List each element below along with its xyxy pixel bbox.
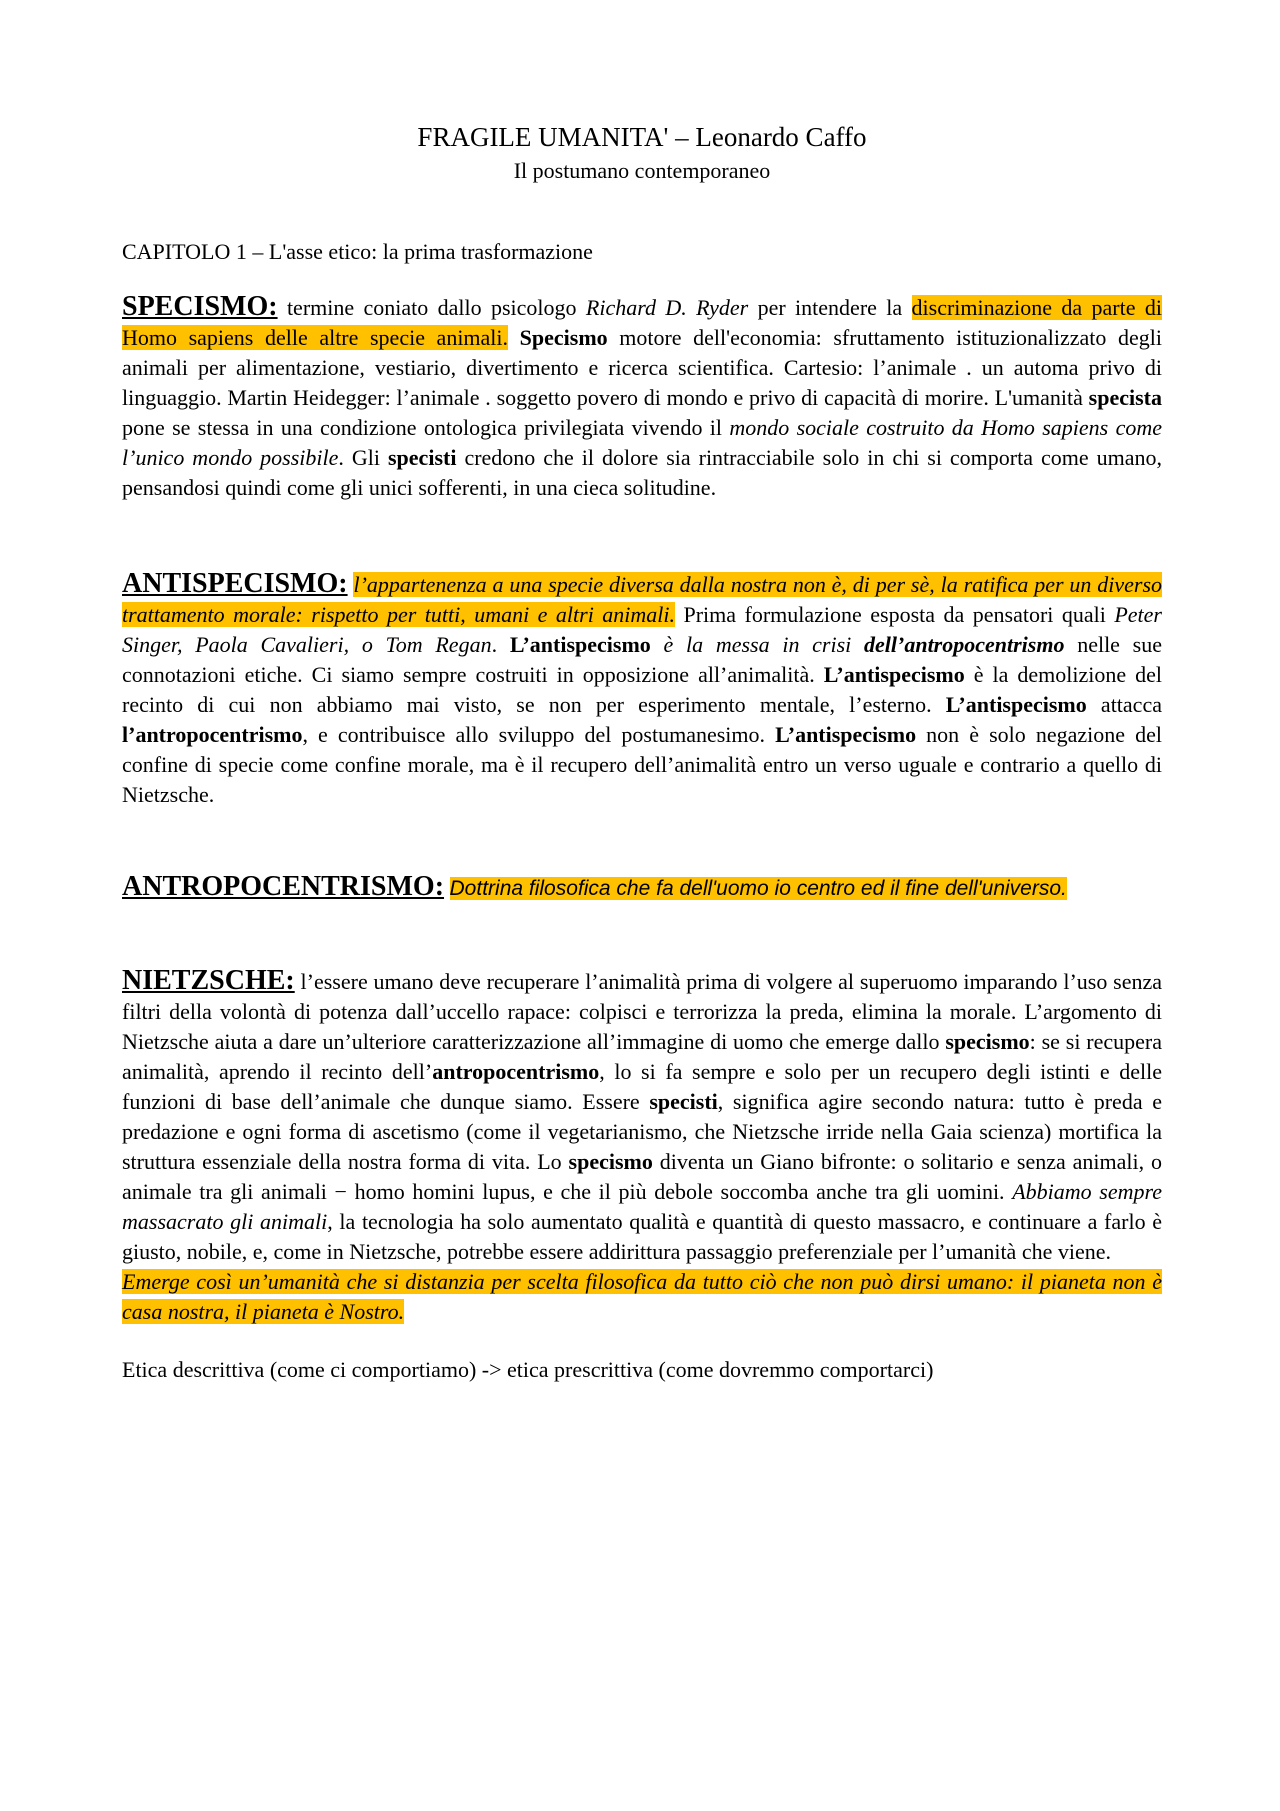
heading-antispecismo: ANTISPECISMO: — [122, 568, 348, 600]
text: , significa agire secondo natura: tutto è preda e predazione e ogni forma di ascetismo (come il vegetarianismo, che Nietzsche irride nella Gaia scienza) mortifica la struttura essenziale della nostra forma di vita. Lo — [122, 1089, 1162, 1175]
document-subtitle: Il postumano contemporaneo — [513, 158, 771, 184]
heading-specismo: SPECISMO: — [122, 291, 278, 323]
highlight: Dottrina filosofica che fa dell'uomo io centro ed il fine dell'universo. — [449, 877, 1067, 901]
text — [444, 875, 450, 900]
text: diventa un Giano bifronte: o solitario e senza animali, o animale tra gli animali − homo homini lupus, e che il più debole soccomba anche tra gli uomini. — [122, 1149, 1162, 1205]
bold-term: L’antispecismo — [945, 692, 1087, 718]
bold-term: Specismo — [519, 325, 608, 351]
bold-term: specismo — [945, 1029, 1030, 1055]
section-nietzsche — [122, 966, 1162, 1327]
text: è la demolizione del recinto di cui non abbiamo mai visto, se non per esperimento mentale, l’esterno. — [122, 662, 1163, 718]
italic-text: Richard D. Ryder — [585, 295, 749, 321]
bold-term: specisti — [388, 445, 457, 471]
section-specismo — [122, 292, 1162, 503]
text: Prima formulazione esposta da pensatori quali — [675, 602, 1115, 628]
bold-term: antropocentrismo — [432, 1059, 600, 1085]
heading-antropocentrismo: ANTROPOCENTRISMO: — [122, 871, 445, 903]
document-content — [122, 120, 1162, 1385]
italic-text: è la messa in crisi — [650, 632, 865, 658]
text — [508, 325, 520, 350]
chapter-heading: CAPITOLO 1 – L'asse etico: la prima trasformazione — [122, 238, 593, 264]
bold-term: L’antispecismo — [509, 632, 651, 658]
bold-term: specisti — [649, 1089, 718, 1115]
bold-term: l’antropocentrismo — [122, 722, 303, 748]
bold-term: specista — [1088, 385, 1162, 411]
text: non è solo negazione del confine di specie come confine morale, ma è il recupero dell’animalità entro un verso uguale e contrario a quello di Nietzsche. — [122, 722, 1162, 808]
heading-nietzsche: NIETZSCHE: — [122, 965, 295, 997]
text: termine coniato dallo psicologo — [277, 295, 586, 321]
italic-text: mondo sociale costruito da Homo sapiens come l’unico mondo possibile — [122, 415, 1162, 471]
highlight: discriminazione da parte di Homo sapiens delle altre specie animali. — [122, 295, 1162, 351]
text: motore dell'economia: sfruttamento istituzionalizzato degli animali per alimentazione, vestiario, divertimento e ricerca scientifica. Cartesio: l’animale . un automa privo di linguaggio. Martin Heidegger: l’animale . soggetto povero di mondo e privo di capacità di morire. L'umanità — [122, 325, 1163, 411]
text: , e contribuisce allo sviluppo del postumanesimo. — [302, 722, 776, 748]
bold-italic-term: dell’antropocentrismo — [864, 632, 1065, 658]
text: , la tecnologia ha solo aumentato qualità e quantità di questo massacro, e continuare a farlo è giusto, nobile, e, come in Nietzsche, potrebbe essere addirittura passaggio preferenziale per l’umanità che viene. — [122, 1209, 1162, 1265]
bold-term: specismo — [568, 1149, 653, 1175]
text: nelle sue connotazioni etiche. Ci siamo sempre costruiti in opposizione all’animalità. — [122, 632, 1162, 688]
text: pone se stessa in una condizione ontologica privilegiata vivendo il — [122, 415, 730, 441]
text: : se si recupera animalità, aprendo il recinto dell’ — [122, 1029, 1163, 1085]
text: . Gli — [338, 445, 388, 471]
text: , lo si fa sempre e solo per un recupero degli istinti e delle funzioni di base dell’animale che dunque siamo. Essere — [122, 1059, 1162, 1115]
text: l’essere umano deve recuperare l’animalità prima di volgere al superuomo imparando l’uso senza filtri della volontà di potenza dall’uccello rapace: colpisci e terrorizza la preda, elimina la morale. L’argomento di Nietzsche aiuta a dare un’ulteriore caratterizzazione all’immagine di uomo che emerge dallo — [122, 969, 1162, 1055]
document-title: FRAGILE UMANITA' – Leonardo Caffo — [417, 122, 867, 152]
text: credono che il dolore sia rintracciabile solo in chi si comporta come umano, pensandosi quindi come gli unici sofferenti, in una cieca solitudine. — [122, 445, 1162, 501]
text: . — [491, 632, 510, 658]
text: per intendere la — [748, 295, 912, 321]
section-antispecismo — [122, 569, 1162, 810]
italic-text: Abbiamo sempre massacrato gli animali — [122, 1179, 1162, 1235]
text: attacca — [1086, 692, 1162, 718]
bold-term: L’antispecismo — [775, 722, 917, 748]
section-antropocentrismo — [122, 872, 1162, 904]
bold-term: L’antispecismo — [823, 662, 965, 688]
highlight: Emerge così un’umanità che si distanzia per scelta filosofica da tutto ciò che non può dirsi umano: il pianeta non è casa nostra, il pianeta è Nostro. — [122, 1269, 1162, 1325]
highlight: l’appartenenza a una specie diversa dalla nostra non è, di per sè, la ratifica per un diverso trattamento morale: rispetto per tutti, umani e altri animali. — [122, 572, 1163, 628]
italic-text: Peter Singer, Paola Cavalieri, o Tom Regan — [122, 602, 1162, 658]
etica-line: Etica descrittiva (come ci comportiamo) -> etica prescrittiva (come dovremmo comportarci) — [122, 1357, 934, 1383]
